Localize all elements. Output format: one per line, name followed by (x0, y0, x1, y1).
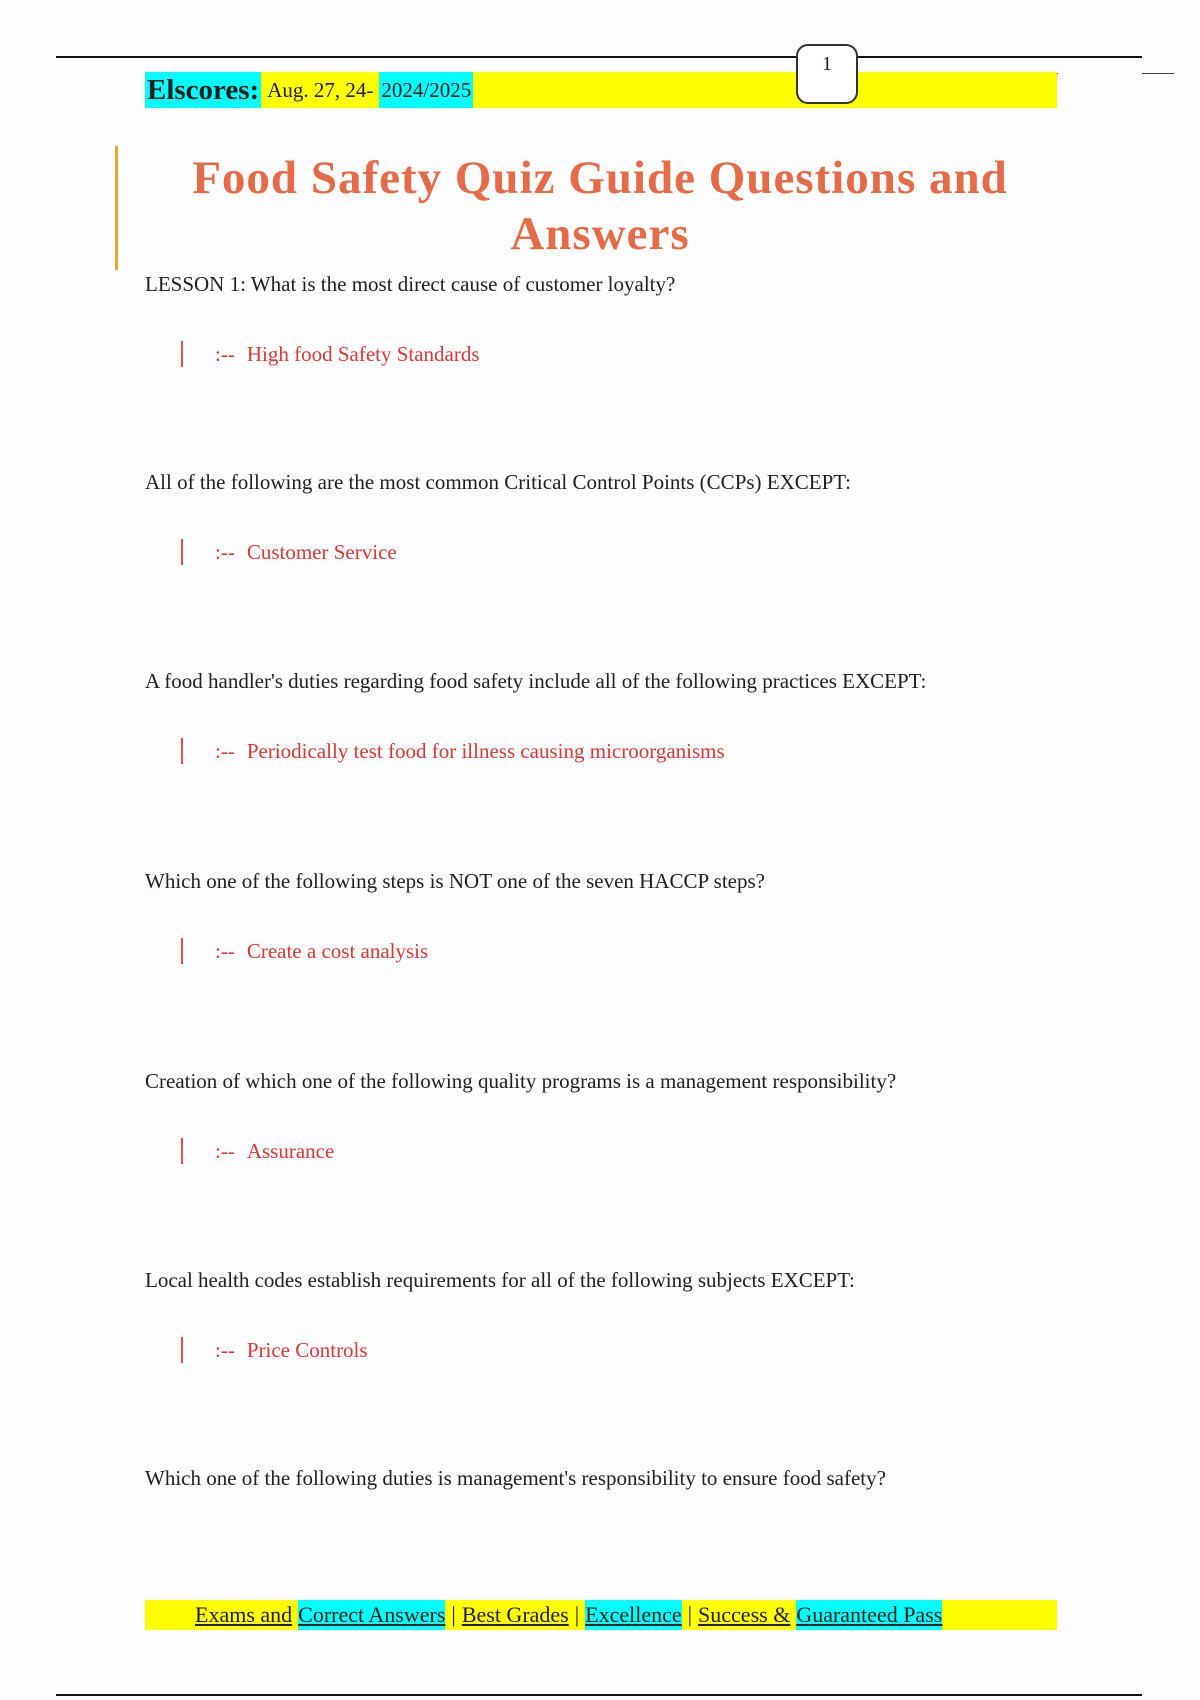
qa-item (145, 270, 1085, 366)
qa-item (145, 867, 1085, 963)
question-text: Creation of which one of the following quality programs is a management responsibility? (145, 1069, 897, 1093)
answer (181, 737, 725, 765)
page-number: 1 (796, 44, 858, 104)
page-title: Food Safety Quiz Guide Questions and Answers (192, 152, 1008, 260)
header-year: 2024/2025 (379, 72, 473, 108)
answer-marker-bar (181, 341, 183, 367)
footer-text: Best Grades (461, 1602, 569, 1627)
footer-text: Guaranteed Pass (796, 1600, 942, 1630)
answer (181, 538, 397, 566)
question-text: LESSON 1: What is the most direct cause of customer loyalty? (145, 272, 676, 296)
question-text: Which one of the following duties is management's responsibility to ensure food safety? (145, 1466, 886, 1490)
answer (181, 340, 480, 368)
header-bar (145, 72, 1057, 108)
qa-item (145, 667, 1085, 763)
answer (181, 1137, 334, 1165)
answer-text: High food Safety Standards (246, 342, 480, 366)
qa-item (145, 1464, 1085, 1492)
answer-prefix: :-- (215, 1139, 235, 1163)
answer-text: Assurance (246, 1139, 335, 1163)
brand-name: Elscores: (147, 74, 260, 106)
qa-item (145, 468, 1085, 564)
answer-prefix: :-- (215, 739, 235, 763)
answer-prefix: :-- (215, 342, 235, 366)
answer-prefix: :-- (215, 939, 235, 963)
footer-separator: | (687, 1602, 693, 1627)
answer-text: Customer Service (246, 540, 397, 564)
title-accent-bar (115, 146, 118, 270)
answer (181, 1336, 368, 1364)
answer-text: Periodically test food for illness causing microorganisms (246, 739, 725, 763)
footer-text: Success & (698, 1602, 791, 1627)
question-text: Which one of the following steps is NOT one of the seven HACCP steps? (145, 869, 765, 893)
answer (181, 937, 428, 965)
answer-text: Price Controls (246, 1338, 368, 1362)
qa-item (145, 1266, 1085, 1362)
answer-marker-bar (181, 1337, 183, 1363)
answer-prefix: :-- (215, 1338, 235, 1362)
header-rule-tail (1142, 73, 1174, 74)
bottom-rule (56, 1694, 1142, 1696)
qa-item (145, 1067, 1085, 1163)
footer-banner (145, 1600, 1057, 1630)
answer-prefix: :-- (215, 540, 235, 564)
question-text: Local health codes establish requirements for all of the following subjects EXCEPT: (145, 1268, 855, 1292)
footer-separator: | (451, 1602, 456, 1627)
answer-marker-bar (181, 539, 183, 565)
footer-text: Excellence (585, 1600, 682, 1630)
footer-text: Correct Answers (298, 1600, 445, 1630)
footer-text: Exams and (195, 1602, 293, 1627)
answer-marker-bar (181, 1138, 183, 1164)
footer-separator: | (574, 1602, 580, 1627)
answer-marker-bar (181, 938, 183, 964)
answer-text: Create a cost analysis (246, 939, 429, 963)
question-text: A food handler's duties regarding food safety include all of the following practices EXCEPT: (145, 669, 927, 693)
top-rule (56, 56, 1142, 58)
question-text: All of the following are the most common Critical Control Points (CCPs) EXCEPT: (145, 470, 851, 494)
header-date: Aug. 27, 24- (267, 78, 374, 102)
answer-marker-bar (181, 738, 183, 764)
